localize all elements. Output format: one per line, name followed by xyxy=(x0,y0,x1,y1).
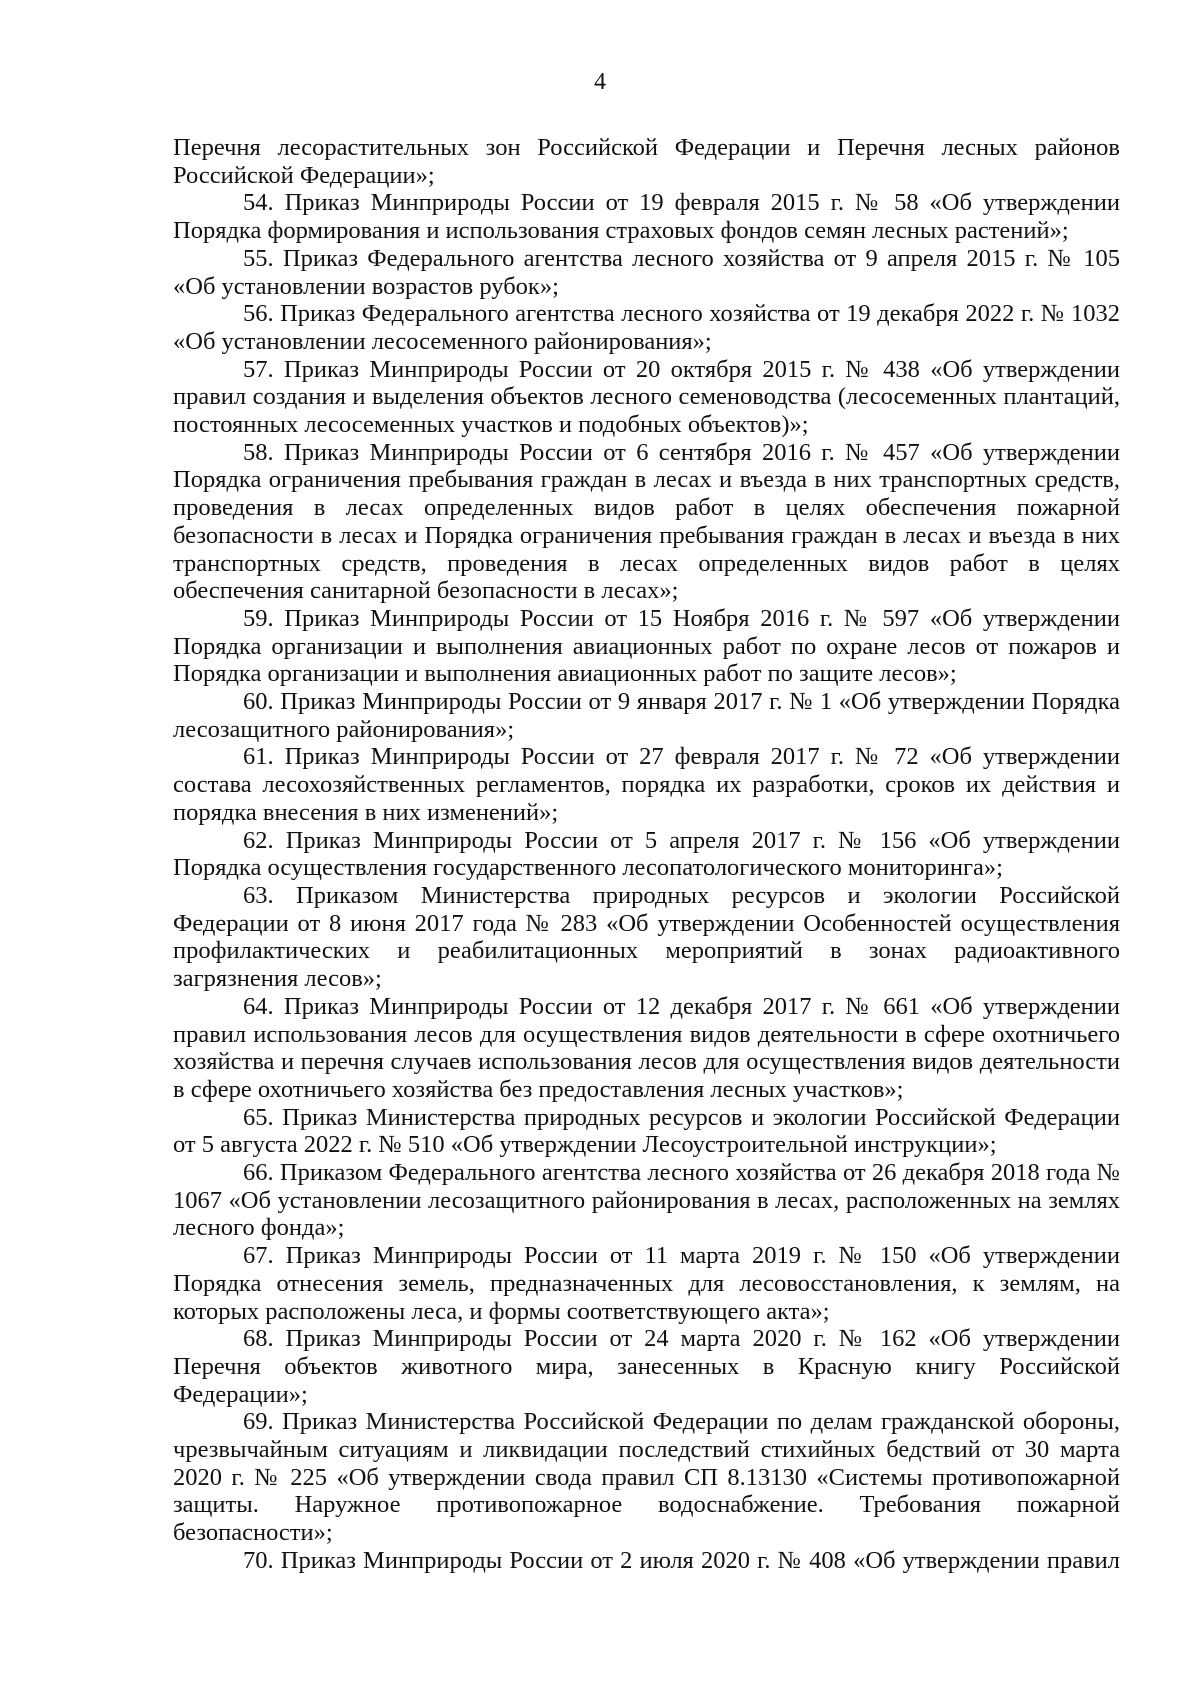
paragraph: 69. Приказ Министерства Российской Федерации по делам гражданской обороны, чрезвычайным ситуациям и ликвидации последствий стихийных бедствий от 30 марта 2020 г. № 225 «Об утверждении свода правил СП 8.13130 «Системы противопожарной защиты. Наружное противопожарное водоснабжение. Требования пожарной безопасности»; xyxy=(173,1408,1120,1547)
paragraph: 65. Приказ Министерства природных ресурсов и экологии Российской Федерации от 5 августа 2022 г. № 510 «Об утверждении Лесоустроительной инструкции»; xyxy=(173,1103,1120,1159)
paragraph: 60. Приказ Минприроды России от 9 января 2017 г. № 1 «Об утверждении Порядка лесозащитного районирования»; xyxy=(173,688,1120,743)
paragraph: 57. Приказ Минприроды России от 20 октября 2015 г. № 438 «Об утверждении правил создания и выделения объектов лесного семеноводства (лесосеменных плантаций, постоянных лесосеменных участков и подобных объектов)»; xyxy=(173,355,1120,439)
paragraph: Перечня лесорастительных зон Российской Федерации и Перечня лесных районов Российской Федерации»; xyxy=(173,134,1120,189)
paragraph: 58. Приказ Минприроды России от 6 сентября 2016 г. № 457 «Об утверждении Порядка ограничения пребывания граждан в лесах и въезда в них транспортных средств, проведения в лесах определенных видов работ в целях обеспечения пожарной безопасности в лесах и Порядка ограничения пребывания граждан в лесах и въезда в них транспортных средств, проведения в лесах определенных видов работ в целях обеспечения санитарной безопасности в лесах»; xyxy=(173,438,1120,605)
paragraph: 70. Приказ Минприроды России от 2 июля 2020 г. № 408 «Об утверждении правил xyxy=(243,1546,1120,1574)
paragraph: 54. Приказ Минприроды России от 19 февраля 2015 г. № 58 «Об утверждении Порядка формирования и использования страховых фондов семян лесных растений»; xyxy=(173,189,1120,245)
paragraph: 55. Приказ Федерального агентства лесного хозяйства от 9 апреля 2015 г. № 105 «Об установлении возрастов рубок»; xyxy=(173,244,1120,300)
paragraph: 56. Приказ Федерального агентства лесного хозяйства от 19 декабря 2022 г. № 1032 «Об установлении лесосеменного районирования»; xyxy=(173,300,1120,355)
paragraph: 62. Приказ Минприроды России от 5 апреля 2017 г. № 156 «Об утверждении Порядка осуществления государственного лесопатологического мониторинга»; xyxy=(173,826,1120,882)
paragraph: 61. Приказ Минприроды России от 27 февраля 2017 г. № 72 «Об утверждении состава лесохозяйственных регламентов, порядка их разработки, сроков их действия и порядка внесения в них изменений»; xyxy=(173,743,1120,826)
paragraph: 64. Приказ Минприроды России от 12 декабря 2017 г. № 661 «Об утверждении правил использования лесов для осуществления видов деятельности в сфере охотничьего хозяйства и перечня случаев использования лесов для осуществления видов деятельности в сфере охотничьего хозяйства без предоставления лесных участков»; xyxy=(173,992,1120,1103)
paragraph: 66. Приказом Федерального агентства лесного хозяйства от 26 декабря 2018 года № 1067 «Об установлении лесозащитного районирования в лесах, расположенных на землях лесного фонда»; xyxy=(173,1159,1120,1242)
paragraph: 67. Приказ Минприроды России от 11 марта 2019 г. № 150 «Об утверждении Порядка отнесения земель, предназначенных для лесовосстановления, к землям, на которых расположены леса, и формы соответствующего акта»; xyxy=(173,1242,1120,1325)
paragraph: 68. Приказ Минприроды России от 24 марта 2020 г. № 162 «Об утверждении Перечня объектов животного мира, занесенных в Красную книгу Российской Федерации»; xyxy=(173,1325,1120,1408)
paragraph: 63. Приказом Министерства природных ресурсов и экологии Российской Федерации от 8 июня 2017 года № 283 «Об утверждении Особенностей осуществления профилактических и реабилитационных мероприятий в зонах радиоактивного загрязнения лесов»; xyxy=(173,881,1120,993)
page-number: 4 xyxy=(594,69,606,95)
paragraph: 59. Приказ Минприроды России от 15 Ноября 2016 г. № 597 «Об утверждении Порядка организации и выполнения авиационных работ по охране лесов от пожаров и Порядка организации и выполнения авиационных работ по защите лесов»; xyxy=(173,604,1120,688)
document-body xyxy=(173,134,1120,1575)
